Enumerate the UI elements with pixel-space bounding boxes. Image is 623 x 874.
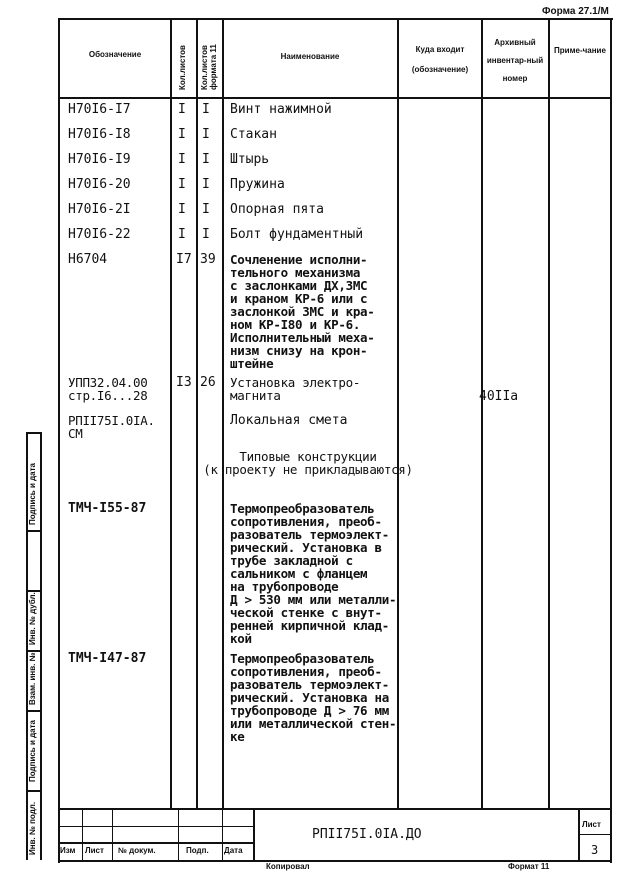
row-sheets: I <box>178 177 186 192</box>
row-sheets: I <box>178 227 186 242</box>
row-format: 26 <box>200 375 216 390</box>
row-designation: Н70I6-20 <box>68 177 131 192</box>
row-name: Установка электро- магнита <box>230 375 361 403</box>
header-bottom <box>60 97 611 99</box>
row-format: I <box>202 102 210 117</box>
frame-top <box>60 18 613 20</box>
row-format: I <box>202 227 210 242</box>
row-format: I <box>202 127 210 142</box>
row-sheets: I7 <box>176 252 192 267</box>
side-stamp-dub: Инв. № дубл. <box>28 592 37 645</box>
side-stamp-inv: Инв. № подл. <box>28 801 37 855</box>
typical-designation: ТМЧ-I47-87 <box>68 651 147 666</box>
typical-name: Термопреобразователь сопротивления, преоб- разователь термоэлект- рический. Установка в трубе закладной с сальником с фланцем на трубопроводе Д > 530 мм или металли- ческой стенке с внут- ренней кирпичной клад- кой <box>230 501 397 646</box>
header-sheets-count: Кол.листов <box>178 45 187 90</box>
side-stamp-sign-1: Подпись и дата <box>28 720 37 782</box>
row-designation: Н70I6-I8 <box>68 127 131 142</box>
sheet-number: 3 <box>591 843 599 857</box>
title-col-list: Лист <box>85 846 104 855</box>
row-name: Опорная пята <box>230 202 324 217</box>
title-col-doc: № докум. <box>118 846 156 855</box>
row-sheets: I <box>178 202 186 217</box>
row-name: Винт нажимной <box>230 102 332 117</box>
typical-designation: ТМЧ-I55-87 <box>68 501 147 516</box>
header-note: Приме-чание <box>554 46 606 55</box>
col-line-5 <box>481 18 483 808</box>
form-label: Форма 27.1/М <box>542 6 609 17</box>
row-sheets: I <box>178 152 186 167</box>
row-designation: Н70I6-I9 <box>68 152 131 167</box>
side-stamp-replace: Взам. инв. № <box>28 652 37 705</box>
row-name: Сочленение исполни- тельного механизма с заслонками ДХ,ЗМС и краном КР-6 или с заслонкой ЗМС и кра- ном КР-I80 и КР-6. Исполнительный меха- низм снизу на крон- штейне <box>230 252 375 371</box>
row-designation: Н70I6-22 <box>68 227 131 242</box>
row-designation: Н70I6-I7 <box>68 102 131 117</box>
sheet-label: Лист <box>582 820 601 829</box>
row-format: I <box>202 202 210 217</box>
row-name: Локальная смета <box>230 413 348 428</box>
row-sheets: I <box>178 127 186 142</box>
frame-right <box>610 18 612 863</box>
row-designation: РПII75I.0IА. СМ <box>68 413 155 441</box>
row-designation: УПП32.04.00 стр.I6...28 <box>68 375 148 403</box>
col-line-2 <box>196 18 198 808</box>
title-col-date: Дата <box>224 846 243 855</box>
row-format: I <box>202 177 210 192</box>
row-sheets: I3 <box>176 375 192 390</box>
header-archive: Архивный инвентар-ный номер <box>486 38 544 83</box>
typical-name: Термопреобразователь сопротивления, преоб- разователь термоэлект- рический. Установка на трубопроводе Д > 76 мм или металлической стен- ке <box>230 651 397 744</box>
row-designation: Н70I6-2I <box>68 202 131 217</box>
row-designation: Н6704 <box>68 252 108 267</box>
footer-format: Формат 11 <box>508 862 550 871</box>
row-sheets: I <box>178 102 186 117</box>
row-archive: 40IIа <box>479 389 519 404</box>
title-col-sign: Подп. <box>186 846 209 855</box>
side-stamp-sign-2: Подпись и дата <box>28 463 37 525</box>
header-where-included: Куда входит (обозначение) <box>411 45 469 74</box>
col-line-3 <box>222 18 224 808</box>
footer-copied: Копировал <box>266 862 310 871</box>
header-name: Наименование <box>280 52 340 61</box>
row-format: 39 <box>200 252 216 267</box>
row-format: I <box>202 152 210 167</box>
col-line-1 <box>170 18 172 808</box>
header-designation: Обозначение <box>88 50 142 59</box>
typical-heading: Типовые конструкции (к проекту не прикладываются) <box>203 449 413 477</box>
row-name: Пружина <box>230 177 285 192</box>
document-code: РПII75I.0IА.ДО <box>312 827 422 842</box>
header-sheets-format: Кол.листов формата 11 <box>200 44 218 90</box>
row-name: Стакан <box>230 127 277 142</box>
row-name: Штырь <box>230 152 270 167</box>
row-name: Болт фундаментный <box>230 227 364 242</box>
frame-left <box>58 18 60 863</box>
col-line-4 <box>397 18 399 808</box>
title-col-izm: Изм <box>60 846 76 855</box>
col-line-6 <box>548 18 550 808</box>
